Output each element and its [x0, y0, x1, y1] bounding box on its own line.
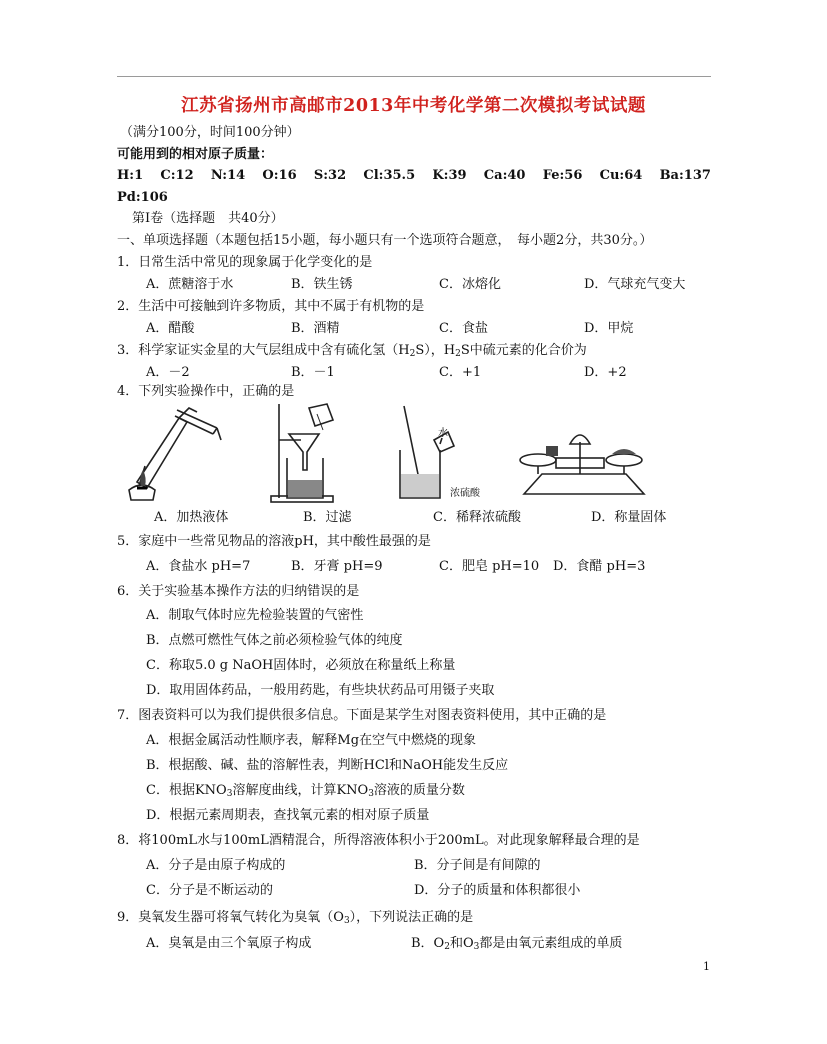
q7-option-b: B．根据酸、碱、盐的溶解性表，判断HCl和NaOH能发生反应 — [146, 758, 509, 773]
q8-option-d: D．分子的质量和体积都很小 — [414, 883, 581, 898]
q6-option-c: C．称取5.0 g NaOH固体时，必须放在称量纸上称量 — [146, 658, 456, 673]
q2-option-b: B．酒精 — [291, 321, 340, 336]
mass-item: Cl:35.5 — [363, 168, 416, 183]
atomic-mass-list — [117, 168, 711, 183]
q6-option-b: B．点燃可燃性气体之前必须检验气体的纯度 — [146, 633, 403, 648]
question-3-stem: 3．科学家证实金星的大气层组成中含有硫化氢$(H_2S)$，$H_2S$中硫元素的化合价为 — [117, 343, 587, 359]
figure-diluting-acid — [392, 400, 502, 504]
q7-option-a: A．根据金属活动性顺序表，解释Mg在空气中燃烧的现象 — [146, 733, 477, 748]
mass-item: O:16 — [262, 168, 297, 183]
q7-option-c: C．根据$KNO_3$溶解度曲线，计算$KNO_3$溶液的质量分数 — [146, 783, 465, 799]
q4-option-c: C．稀释浓硫酸 — [433, 510, 521, 525]
q5-option-b: B．牙膏 pH=9 — [291, 559, 383, 574]
header-rule — [117, 76, 711, 77]
mass-item: N:14 — [210, 168, 246, 183]
question-6-stem: 6．关于实验基本操作方法的归纳错误的是 — [117, 584, 360, 599]
q1-option-c: C．冰熔化 — [439, 277, 501, 292]
q2-option-c: C．食盐 — [439, 321, 488, 336]
q6-option-a: A．制取气体时应先检验装置的气密性 — [146, 608, 364, 623]
q7-option-d: D．根据元素周期表，查找氧元素的相对原子质量 — [146, 808, 430, 823]
q1-option-b: B．铁生锈 — [291, 277, 353, 292]
mass-item-extra: Pd:106 — [117, 190, 168, 205]
q9-option-a: A．臭氧是由三个氧原子构成 — [146, 936, 312, 951]
mass-item: Fe:56 — [542, 168, 583, 183]
q1-option-a: A．蔗糖溶于水 — [146, 277, 234, 292]
q2-option-a: A．醋酸 — [146, 321, 195, 336]
question-8-stem: 8．将100mL水与100mL酒精混合，所得溶液体积小于200mL。对此现象解释最合理的是 — [117, 833, 640, 848]
q8-option-b: B．分子间是有间隙的 — [414, 858, 541, 873]
q8-option-c: C．分子是不断运动的 — [146, 883, 273, 898]
q3-option-c: C．+1 — [439, 365, 482, 380]
q1-option-d: D．气球充气变大 — [584, 277, 686, 292]
full-score-note: （满分100分，时间100分钟） — [120, 125, 300, 140]
mass-item: H:1 — [117, 168, 144, 183]
q5-option-c: C．肥皂 pH=10 — [439, 559, 540, 574]
acid-label: 浓硫酸 — [450, 488, 480, 499]
q2-option-d: D．甲烷 — [584, 321, 634, 336]
q8-option-a: A．分子是由原子构成的 — [146, 858, 286, 873]
mass-item: Cu:64 — [599, 168, 643, 183]
q3-option-b: B．－1 — [291, 365, 335, 380]
question-7-stem: 7．图表资料可以为我们提供很多信息。下面是某学生对图表资料使用，其中正确的是 — [117, 708, 607, 723]
section-title: 第Ⅰ卷（选择题 共40分） — [132, 211, 284, 226]
water-label: 水 — [438, 428, 448, 439]
page-number: 1 — [703, 960, 710, 973]
q5-option-a: A．食盐水 pH=7 — [146, 559, 251, 574]
q4-option-b: B．过滤 — [303, 510, 352, 525]
q3-option-d: D．+2 — [584, 365, 627, 380]
mass-item: Ca:40 — [483, 168, 526, 183]
mass-item: S:32 — [313, 168, 347, 183]
question-5-stem: 5．家庭中一些常见物品的溶液pH，其中酸性最强的是 — [117, 534, 431, 549]
q6-option-d: D．取用固体药品，一般用药匙，有些块状药品可用镊子夹取 — [146, 683, 495, 698]
mass-item: C:12 — [160, 168, 194, 183]
q9-option-b: B．$O_2$和$O_3$都是由氧元素组成的单质 — [411, 936, 623, 952]
q4-option-a: A．加热液体 — [154, 510, 229, 525]
part-one-instructions: 一、单项选择题（本题包括15小题，每小题只有一个选项符合题意， 每小题2分，共30分。） — [117, 233, 653, 248]
q3-option-a: A．－2 — [146, 365, 190, 380]
figure-filtration — [265, 400, 365, 504]
atomic-mass-heading: 可能用到的相对原子质量： — [117, 147, 274, 162]
question-1-stem: 1．日常生活中常见的现象属于化学变化的是 — [117, 255, 373, 270]
question-2-stem: 2．生活中可接触到许多物质，其中不属于有机物的是 — [117, 299, 425, 314]
question-4-stem: 4．下列实验操作中，正确的是 — [117, 384, 295, 399]
exam-title: 江苏省扬州市高邮市2013年中考化学第二次模拟考试试题 — [181, 96, 646, 116]
mass-item: K:39 — [432, 168, 467, 183]
figure-weighing-solid — [516, 420, 652, 500]
figure-heating-liquid — [117, 400, 237, 504]
q5-option-d: D．食醋 pH=3 — [553, 559, 646, 574]
question-9-stem: 9．臭氧发生器可将氧气转化为臭氧$(O_3)$，下列说法正确的是 — [117, 910, 474, 926]
mass-item: Ba:137 — [659, 168, 711, 183]
q4-option-d: D．称量固体 — [591, 510, 667, 525]
